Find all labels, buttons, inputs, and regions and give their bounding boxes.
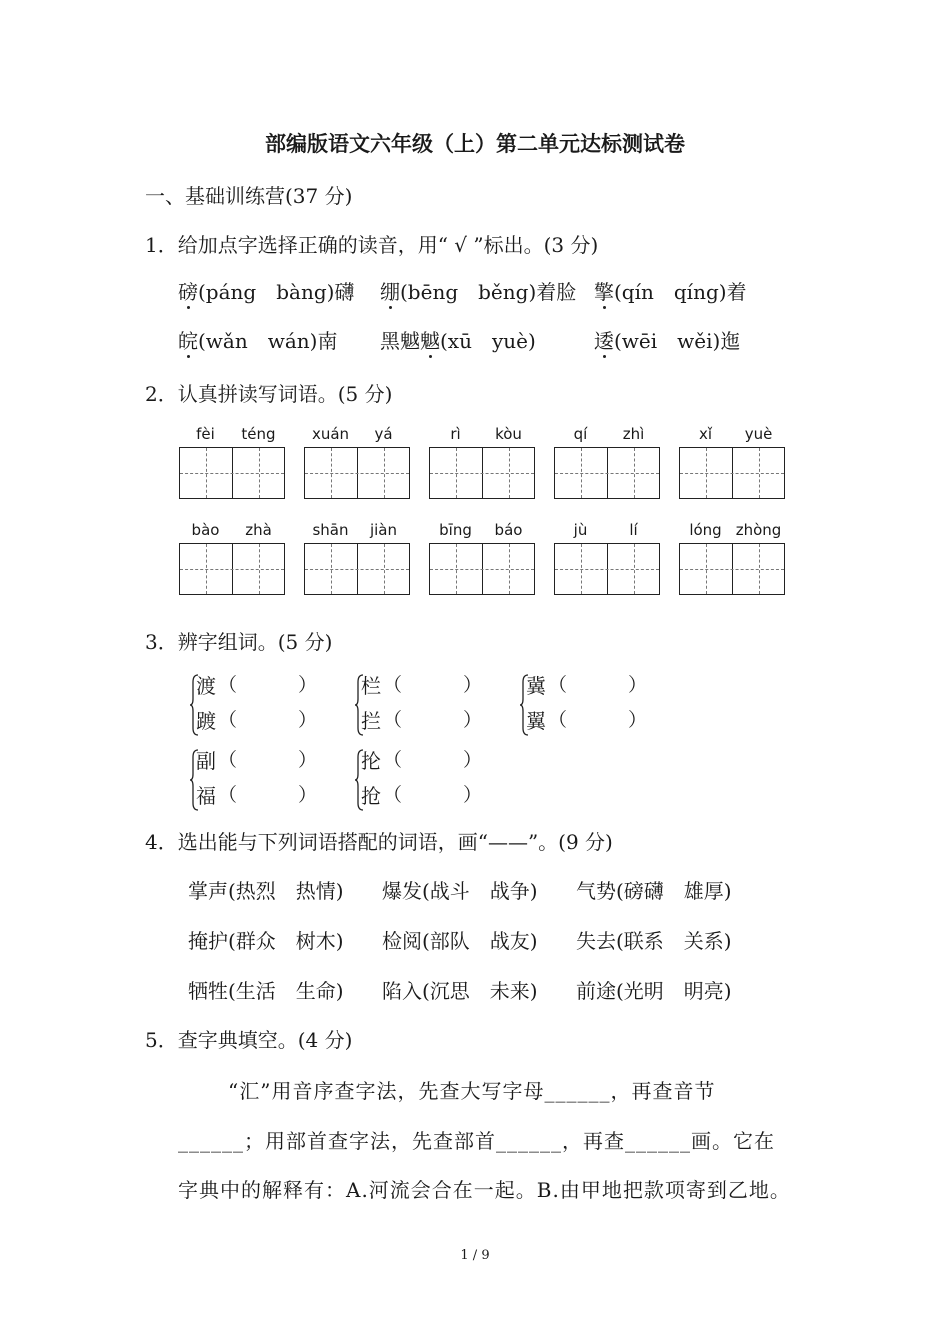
q1-dotted-char: 磅 bbox=[178, 276, 198, 305]
pinyin-label: shān bbox=[312, 521, 349, 539]
q3-paren-close: ） bbox=[298, 749, 318, 771]
grid-dashed-h bbox=[430, 473, 534, 474]
pinyin-label: zhà bbox=[245, 521, 272, 539]
grid-dashed-h bbox=[555, 569, 659, 570]
pinyin-label: bīng bbox=[439, 521, 472, 539]
writing-grid bbox=[304, 447, 410, 499]
q1-dotted-char: 擎 bbox=[594, 276, 614, 305]
q1-pinyin-choice bbox=[178, 276, 354, 305]
q4-word-pair: 掌声(热烈 热情) bbox=[188, 879, 344, 903]
q1-heading: 1．给加点字选择正确的读音，用“ √ ”标出。(3 分) bbox=[145, 233, 599, 257]
q2-heading: 2．认真拼读写词语。(5 分) bbox=[145, 382, 393, 406]
pinyin-label: fèi bbox=[196, 425, 215, 443]
q1-options: (xū yuè) bbox=[440, 329, 536, 353]
pinyin-label: xǐ bbox=[698, 425, 713, 443]
q3-character: 栏 bbox=[361, 674, 381, 698]
q3-paren-open: （ bbox=[383, 784, 403, 806]
pinyin-label: téng bbox=[241, 425, 276, 443]
q3-character: 抡 bbox=[361, 749, 381, 773]
q3-paren-open: （ bbox=[218, 749, 238, 771]
q4-word-pair: 爆发(战斗 战争) bbox=[382, 879, 538, 903]
pinyin-label: yá bbox=[374, 425, 393, 443]
q3-paren-open: （ bbox=[548, 709, 568, 731]
q1-prefix: 黑魆 bbox=[380, 329, 420, 353]
grid-dashed-h bbox=[430, 569, 534, 570]
q4-word-pair: 陷入(沉思 未来) bbox=[382, 979, 538, 1003]
q3-paren-open: （ bbox=[548, 674, 568, 696]
q3-character: 抢 bbox=[361, 784, 381, 808]
q1-pinyin-choice bbox=[594, 276, 747, 305]
q4-word-pair: 牺牲(生活 生命) bbox=[188, 979, 344, 1003]
q5-paragraph-line-2: ______；用部首查字法，先查部首______，再查______画。它在 bbox=[178, 1129, 775, 1153]
q4-word-pair: 前途(光明 明亮) bbox=[576, 979, 732, 1003]
q3-paren-close: ） bbox=[298, 709, 318, 731]
q3-character: 冀 bbox=[526, 674, 546, 698]
q3-character: 福 bbox=[196, 784, 216, 808]
pinyin-label: lí bbox=[629, 521, 638, 539]
q3-paren-open: （ bbox=[218, 709, 238, 731]
pinyin-label: báo bbox=[494, 521, 523, 539]
q3-paren-close: ） bbox=[298, 674, 318, 696]
q3-paren-close: ） bbox=[298, 784, 318, 806]
q3-paren-close: ） bbox=[463, 709, 483, 731]
q3-paren-close: ） bbox=[463, 784, 483, 806]
q1-dotted-char: 皖 bbox=[178, 325, 198, 354]
writing-grid bbox=[554, 447, 660, 499]
q1-options: (wǎn wán)南 bbox=[198, 329, 338, 353]
q3-paren-open: （ bbox=[383, 749, 403, 771]
q4-word-pair: 检阅(部队 战友) bbox=[382, 929, 538, 953]
pinyin-label: lóng bbox=[689, 521, 722, 539]
q3-heading: 3．辨字组词。(5 分) bbox=[145, 630, 333, 654]
q1-pinyin-choice bbox=[380, 325, 536, 354]
q3-paren-open: （ bbox=[383, 674, 403, 696]
pinyin-label: jù bbox=[573, 521, 588, 539]
grid-dashed-h bbox=[180, 473, 284, 474]
q1-options: (wēi wěi)迤 bbox=[614, 329, 741, 353]
q1-pinyin-choice bbox=[594, 325, 740, 354]
pinyin-label: zhì bbox=[622, 425, 645, 443]
q1-pinyin-choice bbox=[380, 276, 576, 305]
q3-character: 副 bbox=[196, 749, 216, 773]
page-title: 部编版语文六年级（上）第二单元达标测试卷 bbox=[265, 132, 685, 156]
writing-grid bbox=[554, 543, 660, 595]
q1-dotted-char: 逶 bbox=[594, 325, 614, 354]
writing-grid bbox=[679, 543, 785, 595]
q4-word-pair: 失去(联系 关系) bbox=[576, 929, 732, 953]
pinyin-label: jiàn bbox=[369, 521, 398, 539]
q1-options: (bēng běng)着脸 bbox=[400, 280, 577, 304]
q1-options: (páng bàng)礴 bbox=[198, 280, 355, 304]
section-heading: 一、基础训练营(37 分) bbox=[145, 184, 353, 208]
writing-grid bbox=[679, 447, 785, 499]
grid-dashed-h bbox=[555, 473, 659, 474]
grid-dashed-h bbox=[180, 569, 284, 570]
pinyin-label: rì bbox=[450, 425, 461, 443]
q1-pinyin-choice bbox=[178, 325, 337, 354]
q3-paren-close: ） bbox=[463, 749, 483, 771]
pinyin-label: bào bbox=[191, 521, 220, 539]
q4-word-pair: 掩护(群众 树木) bbox=[188, 929, 344, 953]
grid-dashed-h bbox=[680, 569, 784, 570]
q3-paren-close: ） bbox=[463, 674, 483, 696]
q3-character: 翼 bbox=[526, 709, 546, 733]
q1-options: (qín qíng)着 bbox=[614, 280, 747, 304]
writing-grid bbox=[429, 543, 535, 595]
pinyin-label: zhòng bbox=[735, 521, 782, 539]
writing-grid bbox=[304, 543, 410, 595]
q5-heading: 5．查字典填空。(4 分) bbox=[145, 1028, 353, 1052]
q3-paren-open: （ bbox=[218, 784, 238, 806]
writing-grid bbox=[179, 447, 285, 499]
q4-heading: 4．选出能与下列词语搭配的词语，画“——”。(9 分) bbox=[145, 830, 613, 854]
q1-dotted-char: 绷 bbox=[380, 276, 400, 305]
pinyin-label: kòu bbox=[495, 425, 522, 443]
q3-character: 拦 bbox=[361, 709, 381, 733]
grid-dashed-h bbox=[305, 473, 409, 474]
q3-character: 渡 bbox=[196, 674, 216, 698]
grid-dashed-h bbox=[305, 569, 409, 570]
pinyin-label: xuán bbox=[311, 425, 350, 443]
q5-paragraph-line-1: “汇”用音序查字法，先查大写字母______，再查音节 bbox=[228, 1079, 716, 1103]
pinyin-label: yuè bbox=[744, 425, 773, 443]
pinyin-label: qí bbox=[573, 425, 588, 443]
q3-paren-close: ） bbox=[628, 709, 648, 731]
grid-dashed-h bbox=[680, 473, 784, 474]
q3-character: 踱 bbox=[196, 709, 216, 733]
q5-paragraph-line-3: 字典中的解释有：A.河流会合在一起。B.由甲地把款项寄到乙地。 bbox=[178, 1178, 791, 1202]
q3-paren-open: （ bbox=[383, 709, 403, 731]
q3-paren-open: （ bbox=[218, 674, 238, 696]
writing-grid bbox=[179, 543, 285, 595]
q1-dotted-char: 魆 bbox=[420, 325, 440, 354]
page-number: 1 / 9 bbox=[460, 1248, 490, 1263]
q3-paren-close: ） bbox=[628, 674, 648, 696]
q4-word-pair: 气势(磅礴 雄厚) bbox=[576, 879, 732, 903]
writing-grid bbox=[429, 447, 535, 499]
